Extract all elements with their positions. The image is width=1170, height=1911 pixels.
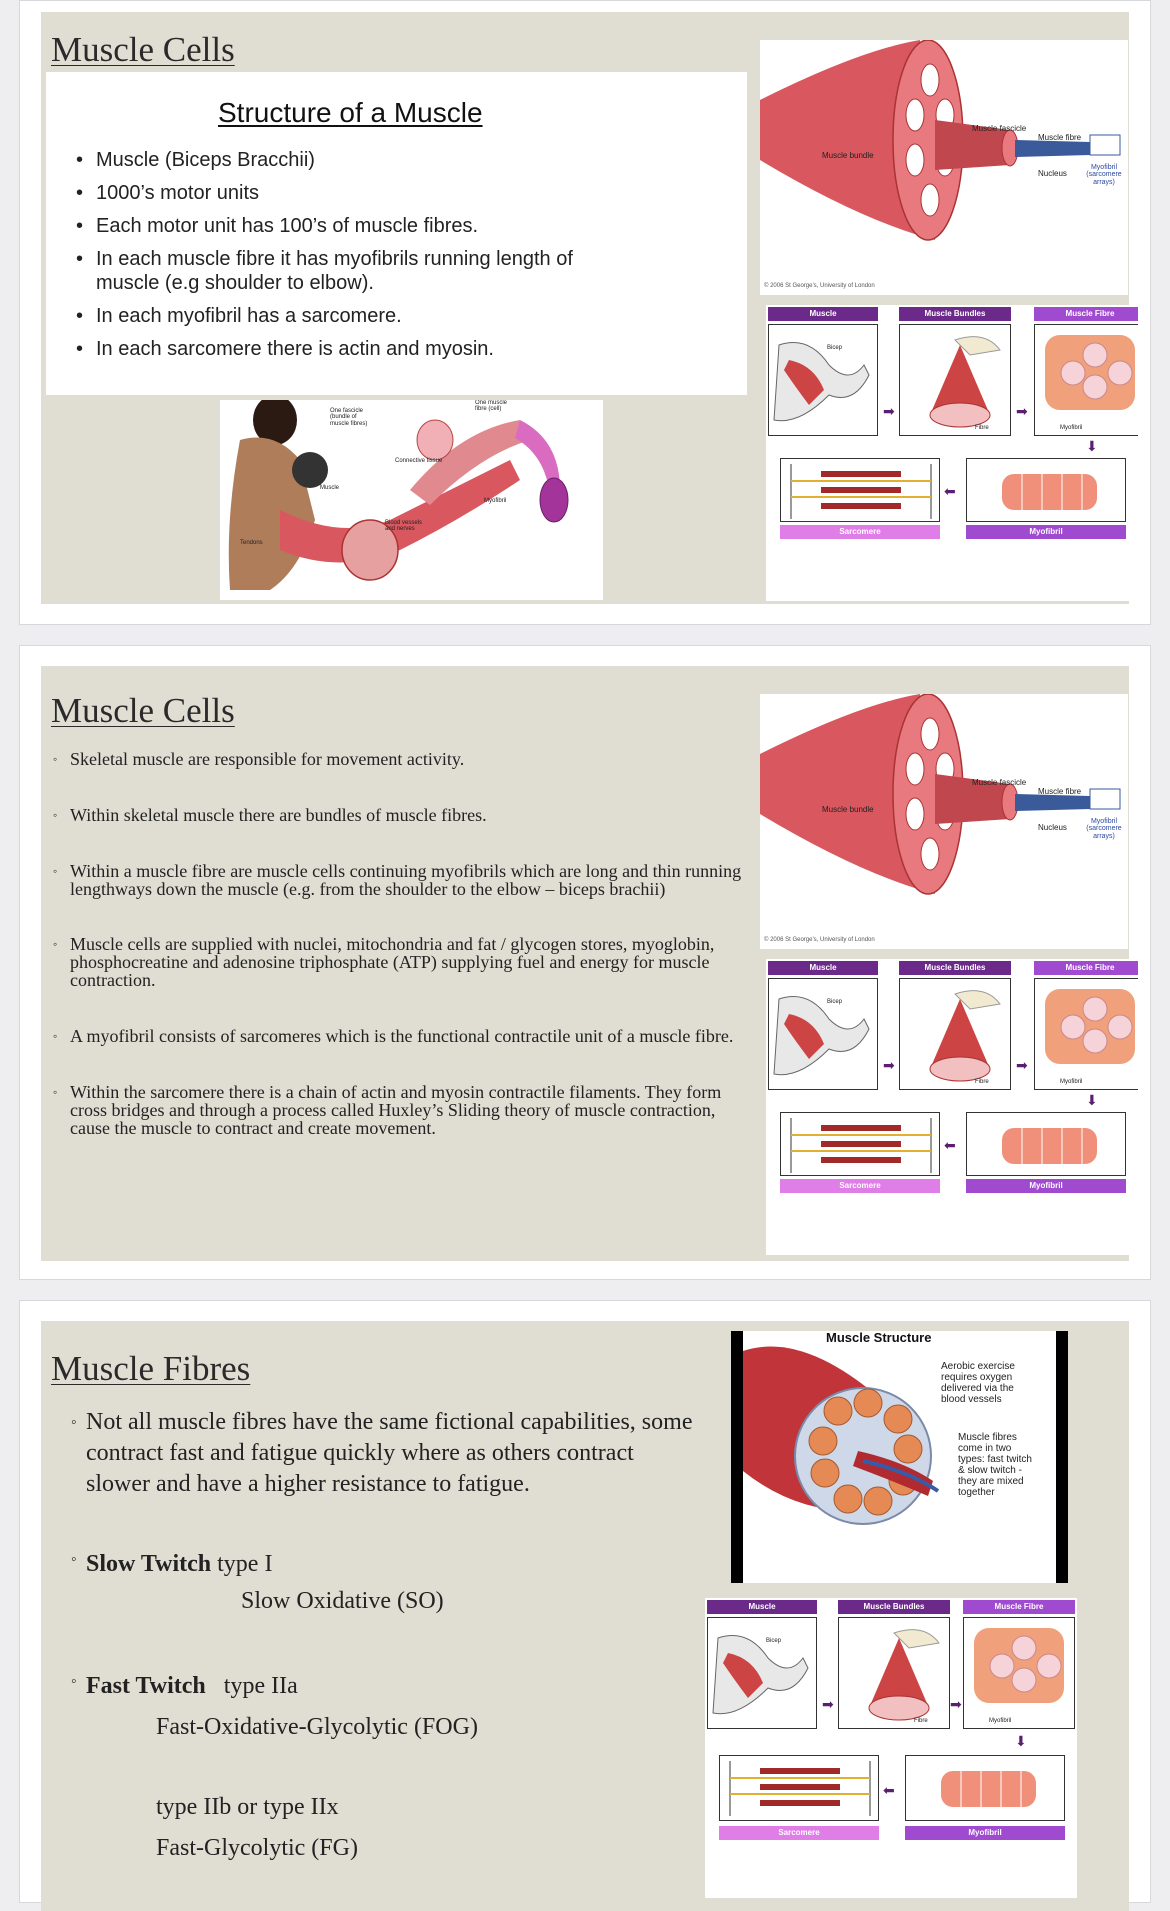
arm-muscle-illustration bbox=[220, 400, 603, 600]
label-muscle-bundle: Muscle bundle bbox=[822, 151, 874, 160]
footer-sarcomere: Sarcomere bbox=[780, 1179, 940, 1193]
fibre-icon bbox=[1035, 979, 1138, 1090]
box-muscle-fibre bbox=[1034, 324, 1138, 436]
list-item: ◦ Within the sarcomere there is a chain of actin and myosin contractile filaments. They form cross bridges and through a process called Huxley’s Sliding theory of muscle contraction, cause the muscle to contract and create movement. bbox=[53, 1082, 722, 1138]
label-myofibril-small: Myofibril bbox=[989, 1718, 1012, 1724]
box-sarcomere bbox=[780, 1112, 940, 1176]
list-item: • In each sarcomere there is actin and myosin. bbox=[76, 338, 494, 360]
fast-twitch-name: Fast-Oxidative-Glycolytic (FOG) bbox=[156, 1714, 478, 1740]
muscle-structure-title: Muscle Structure bbox=[826, 1331, 932, 1345]
slide-3-title: Muscle Fibres bbox=[51, 1349, 251, 1388]
label-fibre: Fibre bbox=[975, 1079, 989, 1085]
label-nucleus: Nucleus bbox=[1038, 169, 1067, 178]
slide-1 bbox=[41, 12, 1129, 604]
slide-3 bbox=[41, 1321, 1129, 1911]
sarcomere-icon bbox=[781, 459, 940, 522]
list-item: • 1000’s motor units bbox=[76, 182, 260, 204]
box-muscle-bundles bbox=[899, 978, 1011, 1090]
arrow-left-icon: ⬅ bbox=[883, 1783, 895, 1799]
label-copyright: © 2006 St George’s, University of London bbox=[764, 283, 875, 289]
sarcomere-icon bbox=[720, 1756, 879, 1821]
label-connective-tissue: Connective tissue bbox=[395, 458, 443, 464]
arrow-right-icon: ➡ bbox=[1016, 1058, 1028, 1074]
label-myofibril: Myofibril bbox=[484, 498, 507, 504]
box-sarcomere bbox=[780, 458, 940, 522]
slide-2-bullet-list bbox=[53, 750, 753, 1137]
label-myofibril: Myofibril (sarcomere arrays) bbox=[1086, 164, 1122, 186]
arrow-left-icon: ⬅ bbox=[944, 484, 956, 500]
list-item: ◦ Within a muscle fibre are muscle cells continuing myofibrils which are long and thin running lengthways down the muscle (e.g. from the shoulder to the elbow – biceps brachii) bbox=[53, 861, 742, 899]
arrow-right-icon: ➡ bbox=[883, 404, 895, 420]
type-iib-name: Fast-Glycolytic (FG) bbox=[156, 1835, 358, 1861]
structure-panel-title: Structure of a Muscle bbox=[218, 97, 483, 128]
muscle-hierarchy-diagram bbox=[766, 959, 1138, 1255]
structure-bullet-list bbox=[76, 148, 596, 370]
slow-twitch-name: Slow Oxidative (SO) bbox=[241, 1588, 444, 1614]
header-muscle: Muscle bbox=[768, 961, 878, 975]
slide-3-intro: ◦ Not all muscle fibres have the same fictional capabilities, some contract fast and fatigue quickly where as others contract slower and have a higher resistance to fatigue. bbox=[71, 1409, 693, 1497]
footer-sarcomere: Sarcomere bbox=[719, 1826, 879, 1840]
slide-card-3[interactable] bbox=[19, 1300, 1151, 1903]
arm-icon bbox=[708, 1618, 817, 1729]
header-muscle-fibre: Muscle Fibre bbox=[1034, 307, 1138, 321]
slide-card-1[interactable] bbox=[19, 0, 1151, 625]
box-muscle bbox=[768, 324, 878, 436]
muscle-structure-image bbox=[731, 1331, 1068, 1583]
label-fibre: Fibre bbox=[914, 1718, 928, 1724]
arrow-down-icon: ⬇ bbox=[1015, 1734, 1027, 1750]
label-muscle-fascicle: Muscle fascicle bbox=[972, 124, 1027, 133]
muscle-bundle-diagram bbox=[760, 694, 1128, 949]
label-nucleus: Nucleus bbox=[1038, 823, 1067, 832]
list-item: • In each myofibril has a sarcomere. bbox=[76, 305, 402, 327]
box-muscle-bundles bbox=[899, 324, 1011, 436]
fast-twitch-label: Fast Twitch bbox=[86, 1673, 206, 1699]
list-item: • In each muscle fibre it has myofibrils running length of muscle (e.g shoulder to elbow). bbox=[76, 248, 573, 294]
slide-2 bbox=[41, 666, 1129, 1261]
box-muscle-fibre bbox=[1034, 978, 1138, 1090]
arrow-right-icon: ➡ bbox=[822, 1697, 834, 1713]
arrow-down-icon: ⬇ bbox=[1086, 1093, 1098, 1109]
box-sarcomere bbox=[719, 1755, 879, 1821]
label-bicep: Bicep bbox=[827, 999, 843, 1005]
slow-twitch-type: type I bbox=[217, 1551, 273, 1577]
bundle-icon bbox=[900, 979, 1011, 1090]
fast-twitch-type: type IIa bbox=[223, 1673, 298, 1699]
box-myofibril bbox=[966, 1112, 1126, 1176]
label-blood-vessels: Blood vessels and nerves bbox=[385, 520, 423, 533]
label-muscle-fibre: Muscle fibre bbox=[1038, 787, 1082, 796]
muscle-bundle-svg bbox=[760, 694, 1128, 949]
muscle-hierarchy-diagram bbox=[766, 305, 1138, 601]
footer-myofibril: Myofibril bbox=[966, 525, 1126, 539]
fibre-icon bbox=[964, 1618, 1075, 1729]
box-myofibril bbox=[966, 458, 1126, 522]
arrow-down-icon: ⬇ bbox=[1086, 439, 1098, 455]
slide-1-title: Muscle Cells bbox=[51, 30, 235, 69]
myofibril-icon bbox=[967, 459, 1126, 522]
box-muscle-fibre bbox=[963, 1617, 1075, 1729]
slide-2-title: Muscle Cells bbox=[51, 691, 235, 730]
bundle-icon bbox=[839, 1618, 950, 1729]
header-muscle: Muscle bbox=[707, 1600, 817, 1614]
header-muscle-bundles: Muscle Bundles bbox=[838, 1600, 950, 1614]
footer-myofibril: Myofibril bbox=[966, 1179, 1126, 1193]
arrow-left-icon: ⬅ bbox=[944, 1138, 956, 1154]
label-one-muscle-fibre: One muscle fibre (cell) bbox=[475, 400, 508, 413]
arrow-right-icon: ➡ bbox=[883, 1058, 895, 1074]
myofibril-icon bbox=[967, 1113, 1126, 1176]
list-item: • Muscle (Biceps Bracchii) bbox=[76, 149, 315, 171]
list-item: • Each motor unit has 100’s of muscle fibres. bbox=[76, 215, 479, 237]
header-muscle-fibre: Muscle Fibre bbox=[1034, 961, 1138, 975]
label-myofibril-small: Myofibril bbox=[1060, 425, 1083, 431]
list-item: ◦ A myofibril consists of sarcomeres which is the functional contractile unit of a muscle fibre. bbox=[53, 1026, 734, 1046]
label-muscle-fascicle: Muscle fascicle bbox=[972, 778, 1027, 787]
header-muscle: Muscle bbox=[768, 307, 878, 321]
box-muscle bbox=[768, 978, 878, 1090]
slide-card-2[interactable] bbox=[19, 645, 1151, 1280]
header-muscle-fibre: Muscle Fibre bbox=[963, 1600, 1075, 1614]
arrow-right-icon: ➡ bbox=[950, 1697, 962, 1713]
label-myofibril: Myofibril (sarcomere arrays) bbox=[1086, 818, 1122, 840]
myofibril-icon bbox=[906, 1756, 1065, 1821]
list-item: ◦ Skeletal muscle are responsible for movement activity. bbox=[53, 749, 465, 769]
header-muscle-bundles: Muscle Bundles bbox=[899, 961, 1011, 975]
arm-icon bbox=[769, 979, 878, 1090]
arrow-right-icon: ➡ bbox=[1016, 404, 1028, 420]
type-iib-label: type IIb or type IIx bbox=[156, 1794, 339, 1820]
muscle-bundle-svg bbox=[760, 40, 1128, 295]
box-myofibril bbox=[905, 1755, 1065, 1821]
muscle-structure-note-aerobic: Aerobic exercise requires oxygen delivered via the blood vessels bbox=[941, 1361, 1015, 1405]
label-tendons: Tendons bbox=[240, 540, 263, 546]
label-myofibril-small: Myofibril bbox=[1060, 1079, 1083, 1085]
structure-panel bbox=[46, 72, 747, 395]
list-item: ◦ Muscle cells are supplied with nuclei, mitochondria and fat / glycogen stores, myoglobin, phosphocreatine and adenosine triphosphate (ATP) supplying fuel and energy for muscle contraction. bbox=[53, 934, 715, 990]
label-muscle-bundle: Muscle bundle bbox=[822, 805, 874, 814]
label-bicep: Bicep bbox=[766, 1638, 782, 1644]
slow-twitch-label: Slow Twitch bbox=[86, 1551, 212, 1577]
box-muscle-bundles bbox=[838, 1617, 950, 1729]
label-muscle: Muscle bbox=[320, 485, 340, 491]
box-muscle bbox=[707, 1617, 817, 1729]
list-item: ◦ Within skeletal muscle there are bundles of muscle fibres. bbox=[53, 805, 487, 825]
slow-twitch-item: ◦ Slow Twitch type I bbox=[71, 1551, 273, 1577]
arm-muscle-svg bbox=[220, 400, 603, 600]
muscle-bundle-diagram bbox=[760, 40, 1128, 295]
fibre-icon bbox=[1035, 325, 1138, 436]
label-fibre: Fibre bbox=[975, 425, 989, 431]
muscle-structure-note-fibres: Muscle fibres come in two types: fast twitch & slow twitch - they are mixed together bbox=[958, 1432, 1032, 1498]
muscle-hierarchy-diagram bbox=[705, 1598, 1077, 1898]
sarcomere-icon bbox=[781, 1113, 940, 1176]
footer-myofibril: Myofibril bbox=[905, 1826, 1065, 1840]
label-copyright: © 2006 St George’s, University of London bbox=[764, 937, 875, 943]
label-muscle-fibre: Muscle fibre bbox=[1038, 133, 1082, 142]
bundle-icon bbox=[900, 325, 1011, 436]
footer-sarcomere: Sarcomere bbox=[780, 525, 940, 539]
fast-twitch-item: ◦ Fast Twitch type IIa bbox=[71, 1673, 298, 1699]
label-bicep: Bicep bbox=[827, 345, 843, 351]
label-one-fascicle: One fascicle (bundle of muscle fibres) bbox=[330, 408, 368, 427]
arm-icon bbox=[769, 325, 878, 436]
header-muscle-bundles: Muscle Bundles bbox=[899, 307, 1011, 321]
